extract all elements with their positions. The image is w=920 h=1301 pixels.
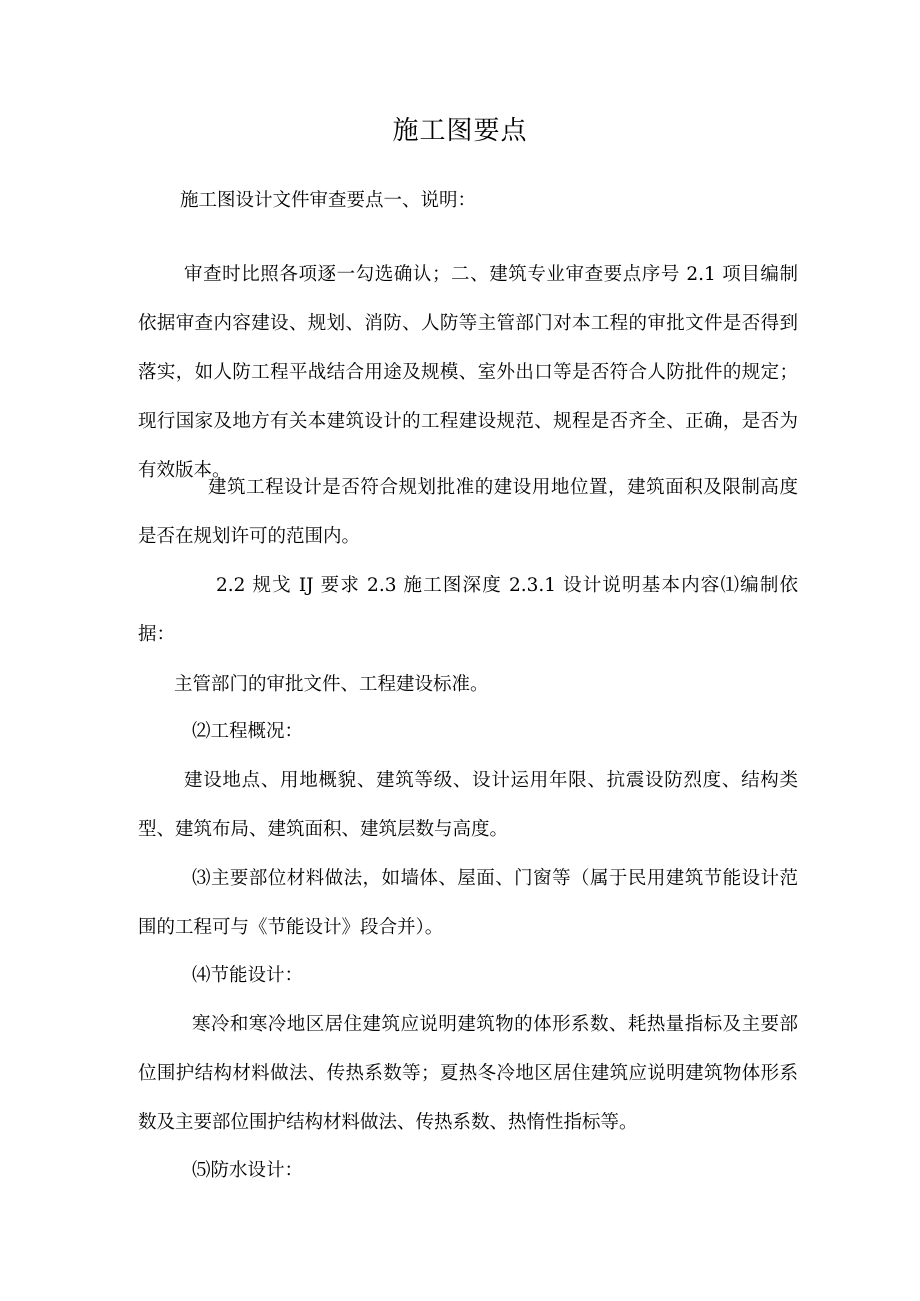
paragraph-energy-design: 寒冷和寒冷地区居住建筑应说明建筑物的体形系数、耗热量指标及主要部位围护结构材料做法、传热系数等；夏热冬冷地区居住建筑应说明建筑物体形系数及主要部位围护结构材料做法、传热系数、热惰性指标等。: [138, 1014, 798, 1133]
paragraph-waterproof-heading: ⑸防水设计：: [192, 1160, 304, 1181]
paragraph-project-overview-heading: ⑵工程概况：: [192, 721, 304, 742]
paragraph-energy-heading: ⑷节能设计：: [192, 965, 304, 986]
paragraph-planning-compliance: 建筑工程设计是否符合规划批准的建设用地位置，建筑面积及限制高度是否在规划许可的范围内。: [138, 477, 798, 547]
paragraph-architectural-review: 审查时比照各项逐一勾选确认；二、建筑专业审查要点序号 2.1 项目编制依据审查内容建设、规划、消防、人防等主管部门对本工程的审批文件是否得到落实，如人防工程平战结合用途及规模、室外出口等是否符合人防批件的规定；现行国家及地方有关本建筑设计的工程建设规范、规程是否齐全、正确，是否为有效版本。: [138, 264, 798, 481]
paragraph-main-materials: ⑶主要部位材料做法，如墙体、屋面、门窗等（属于民用建筑节能设计范围的工程可与《节能设计》段合并）。: [138, 868, 798, 938]
document-title: 施工图要点: [392, 116, 528, 146]
paragraph-project-overview: 建设地点、用地概貌、建筑等级、设计运用年限、抗震设防烈度、结构类型、建筑布局、建筑面积、建筑层数与高度。: [138, 770, 798, 840]
paragraph-approval-documents: 主管部门的审批文件、工程建设标准。: [174, 674, 489, 695]
paragraph-drawing-depth: 2.2 规戈 IJ 要求 2.3 施工图深度 2.3.1 设计说明基本内容⑴编制依据：: [138, 575, 798, 645]
paragraph-review-points-intro: 施工图设计文件审查要点一、说明：: [180, 190, 477, 211]
